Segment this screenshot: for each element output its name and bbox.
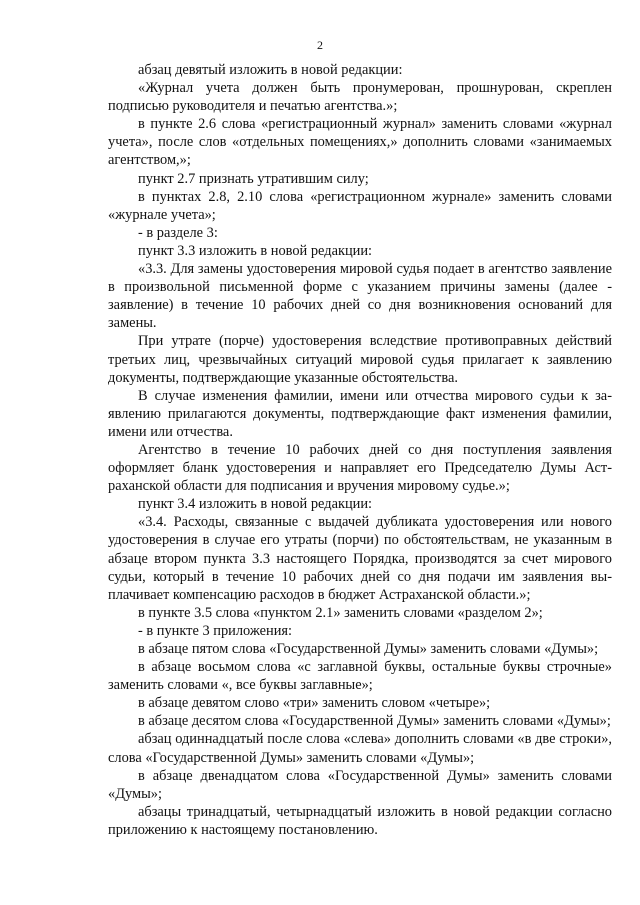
page-number: 2 <box>317 38 323 52</box>
paragraph: в пункте 3.5 слова «пунктом 2.1» заменить словами «разделом 2»; <box>138 604 543 621</box>
paragraph: абзацы тринадцатый, четырнадцатый изложить в новой редакции согласно приложению к настоящему постановлению. <box>108 803 612 838</box>
paragraph: При утрате (порче) удостоверения вследствие противоправных действий третьих лиц, чрезвычайных ситуаций мировой судья прилагает к заявлению документы, подтверждающие указанные обстоятельства. <box>108 333 612 386</box>
paragraph: в пунктах 2.8, 2.10 слова «регистрационном журнале» заменить словами «журнале учета»; <box>108 188 612 223</box>
paragraph: абзац одиннадцатый после слова «слева» дополнить словами «в две строки», слова «Государственной Думы» заменить словами «Думы»; <box>108 731 612 766</box>
paragraph: - в пункте 3 приложения: <box>138 622 293 639</box>
paragraph: - в разделе 3: <box>138 224 218 241</box>
paragraph: в абзаце двенадцатом слова «Государственной Думы» заменить словами «Думы»; <box>108 767 612 802</box>
paragraph: пункт 3.4 изложить в новой редакции: <box>138 496 373 513</box>
paragraph: в абзаце десятом слова «Государственной Думы» заменить словами «Думы»; <box>138 713 611 730</box>
paragraph: в пункте 2.6 слова «регистрационный журнал» заменить словами «журнал учета», после слов «отдельных помещениях,» дополнить словами «занимаемых агентством,»; <box>108 116 612 169</box>
paragraph: в абзаце девятом слово «три» заменить словом «четыре»; <box>138 695 491 712</box>
paragraph: Агентство в течение 10 рабочих дней со дня поступления заявления оформляет бланк удостоверения и направляет его Председателю Думы Астраханской области для подписания и вручения мировому судье.»; <box>108 441 612 495</box>
paragraph: абзац девятый изложить в новой редакции: <box>138 62 403 78</box>
paragraph: в абзаце восьмом слова «с заглавной буквы, остальные буквы строчные» заменить словами «, все буквы заглавные»; <box>108 659 612 694</box>
paragraph: пункт 2.7 признать утратившим силу; <box>138 170 369 187</box>
document-body <box>108 61 612 839</box>
paragraph: «Журнал учета должен быть пронумерован, прошнурован, скреплен подписью руководителя и печатью агентства.»; <box>108 80 612 115</box>
paragraph: В случае изменения фамилии, имени или отчества мирового судьи к заявлению прилагаются документы, подтверждающие факт изменения фамилии, имени или отчества. <box>108 387 612 440</box>
paragraph: в абзаце пятом слова «Государственной Думы» заменить словами «Думы»; <box>138 641 599 657</box>
paragraph: «3.4. Расходы, связанные с выдачей дубликата удостоверения или нового удостоверения в случае его утраты (порчи) по обстоятельствам, не указанным в абзаце втором пункта 3.3 настоящего Порядка, производятся за счет мирового судьи, который в течение 10 рабочих дней со дня подачи им заявления выплачивает компенсацию расходов в бюджет Астраханской области.»; <box>108 514 612 603</box>
paragraph: «3.3. Для замены удостоверения мировой судья подает в агентство заявление в произвольной письменной форме с указанием причины замены (далее - заявление) в течение 10 рабочих дней со дня возникновения оснований для замены. <box>108 261 612 332</box>
paragraph: пункт 3.3 изложить в новой редакции: <box>138 242 373 259</box>
